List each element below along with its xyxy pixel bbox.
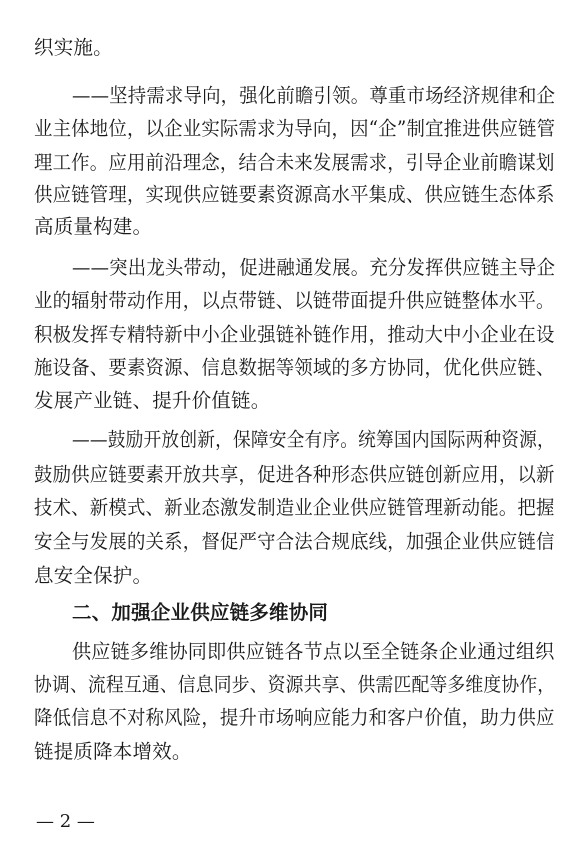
text-line: 技术、新模式、新业态激发制造业企业供应链管理新动能。把握: [34, 496, 555, 519]
page-number: — 2 —: [36, 811, 95, 832]
text-line: 积极发挥专精特新中小企业强链补链作用，推动大中小企业在设: [34, 323, 555, 346]
text-line: 业的辐射带动作用，以点带链、以链带面提升供应链整体水平。: [34, 289, 555, 312]
text-line: 鼓励供应链要素开放共享，促进各种形态供应链创新应用，以新: [34, 463, 555, 486]
text-line: 高质量构建。: [34, 215, 153, 238]
text-line: 业主体地位，以企业实际需求为导向，因“企”制宜推进供应链管: [34, 117, 556, 140]
text-line: ——鼓励开放创新，保障安全有序。统筹国内国际两种资源，: [72, 428, 555, 451]
section-heading: 二、加强企业供应链多维协同: [72, 601, 329, 624]
text-line: 织实施。: [34, 36, 113, 59]
text-line: 理工作。应用前沿理念，结合未来发展需求，引导企业前瞻谋划: [34, 151, 555, 174]
text-line: 发展产业链、提升价值链。: [34, 389, 271, 412]
text-line: ——坚持需求导向，强化前瞻引领。尊重市场经济规律和企: [72, 84, 556, 107]
text-line: 施设备、要素资源、信息数据等领域的多方协同，优化供应链、: [34, 356, 555, 379]
text-line: 安全与发展的关系，督促严守合法合规底线，加强企业供应链信: [34, 530, 555, 553]
text-line: ——突出龙头带动，促进融通发展。充分发挥供应链主导企: [72, 256, 556, 279]
text-line: 降低信息不对称风险，提升市场响应能力和客户价值，助力供应: [34, 706, 555, 729]
text-line: 供应链管理，实现供应链要素资源高水平集成、供应链生态体系: [34, 183, 555, 206]
text-line: 息安全保护。: [34, 564, 153, 587]
text-line: 链提质降本增效。: [34, 740, 192, 763]
text-line: 供应链多维协同即供应链各节点以至全链条企业通过组织: [72, 640, 555, 663]
text-line: 协调、流程互通、信息同步、资源共享、供需匹配等多维度协作，: [34, 673, 556, 696]
